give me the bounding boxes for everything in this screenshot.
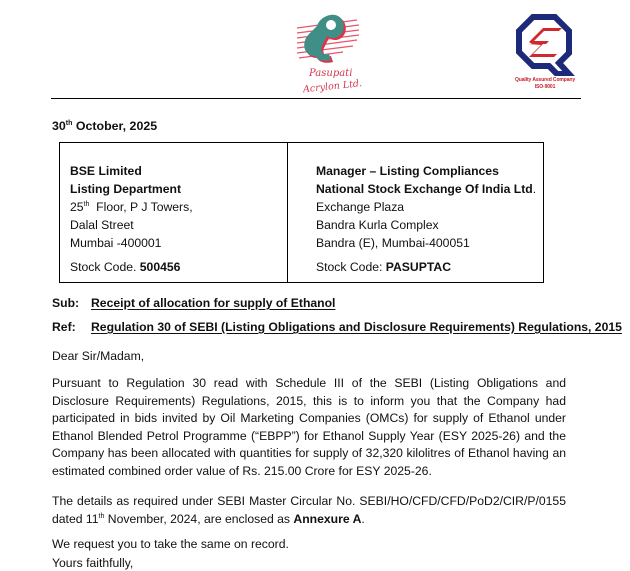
request-line: We request you to take the same on record. <box>52 537 289 551</box>
logo-caption-quality: Quality Assured Company <box>514 77 576 83</box>
logo-caption-iso: ISO-9001 <box>534 84 556 90</box>
annexure-reference: Annexure A <box>293 511 362 526</box>
body-paragraph-1: Pursuant to Regulation 30 read with Schedule III of the SEBI (Listing Obligations and Disclosure Requirements) Regulations, 2015, this is to inform you that the Company had participated in bids invited by Oil Marketing Companies (OMCs) for supply of Ethanol under Ethanol Blended Petrol Programme (“EBPP”) for Ethanol Supply Year (ESY 2025-26) and the Company has been allocated with quantities for supply of 32,320 kilolitres of Ethanol having an estimated combined order value of Rs. 215.00 Crore for ESY 2025-26. <box>52 376 566 478</box>
subject-text: Receipt of allocation for supply of Ethanol <box>91 296 336 310</box>
bse-city: Mumbai -400001 <box>70 236 162 250</box>
stock-label: Stock Code. <box>70 260 140 274</box>
addressee-table <box>59 142 544 283</box>
reference-line <box>52 320 622 334</box>
floor-suffix: th <box>83 201 90 208</box>
nse-stock-code <box>316 258 543 276</box>
bse-name: BSE Limited <box>70 164 142 178</box>
iso-q-icon <box>515 14 575 76</box>
letterhead-divider <box>51 98 581 99</box>
nse-city: Bandra (E), Mumbai-400051 <box>316 236 470 250</box>
floor-rest: Floor, P J Towers, <box>89 200 193 214</box>
reference-text: Regulation 30 of SEBI (Listing Obligations and Disclosure Requirements) Regulations, 2015 <box>91 320 622 334</box>
bse-stock-code <box>70 258 287 276</box>
stock-code-value: PASUPTAC <box>385 260 452 274</box>
closing-line: Yours faithfully, <box>52 556 134 570</box>
reference-label: Ref: <box>52 320 76 334</box>
paragraph2-end: . <box>361 511 365 526</box>
nse-building: Exchange Plaza <box>316 200 405 214</box>
pasupati-logo-icon <box>295 6 365 98</box>
nse-address <box>288 143 543 282</box>
bse-department: Listing Department <box>70 182 182 196</box>
date-day: 30 <box>52 119 66 133</box>
svg-text:Pasupati: Pasupati <box>309 68 353 79</box>
nse-name-period: . <box>532 182 537 196</box>
svg-text:Acrylon Ltd.: Acrylon Ltd. <box>302 78 363 96</box>
paragraph2-mid: November, 2024, are enclosed as <box>104 511 294 526</box>
nse-name <box>316 180 543 198</box>
date-suffix: th <box>65 120 73 127</box>
nse-recipient: Manager – Listing Compliances <box>316 164 499 178</box>
pasupati-acrylon-logo <box>295 6 365 98</box>
paragraph2-start: The details as required under SEBI Master Circular No. SEBI/HO/CFD/CFD/PoD2/CIR/P/0155 dated 11 <box>52 494 566 526</box>
body-paragraph-2 <box>52 493 566 528</box>
paragraph2-sup: th <box>98 512 105 520</box>
nse-area: Bandra Kurla Complex <box>316 218 439 232</box>
stock-code-value: 500456 <box>139 260 181 274</box>
bse-address <box>60 143 288 282</box>
bse-floor <box>70 198 287 216</box>
floor-number: 25 <box>70 200 84 214</box>
quality-assured-logo <box>515 14 575 92</box>
bse-street: Dalal Street <box>70 218 134 232</box>
salutation: Dear Sir/Madam, <box>52 349 145 363</box>
subject-line <box>52 296 335 310</box>
stock-label: Stock Code: <box>316 260 386 274</box>
letter-date <box>52 119 157 133</box>
date-month-year: October, 2025 <box>72 119 158 133</box>
nse-name-text: National Stock Exchange Of India Ltd <box>316 182 533 196</box>
subject-label: Sub: <box>52 296 80 310</box>
